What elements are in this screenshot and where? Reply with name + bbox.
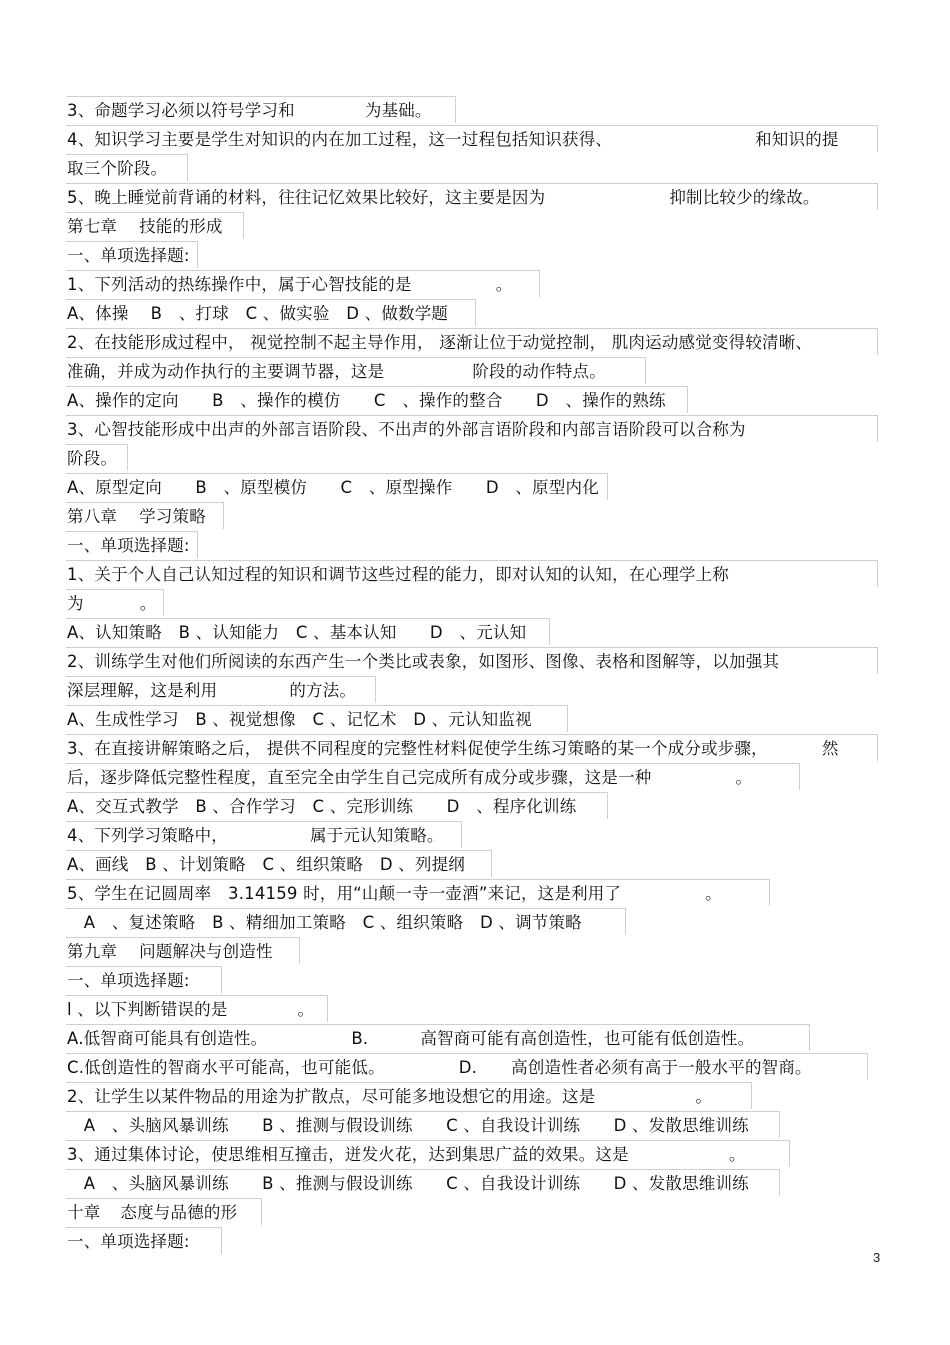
question-text: 3、在直接讲解策略之后， 提供不同程度的完整性材料促使学生练习策略的某一个成分或步骤， xyxy=(67,739,768,758)
option-d-letter: D. xyxy=(458,1058,478,1077)
question-line xyxy=(66,589,164,616)
options-text: A、生成性学习 B 、视觉想像 C 、记忆术 D 、元认知监视 xyxy=(67,710,532,729)
question-line xyxy=(66,270,540,297)
line-text: 3、命题学习必须以符号学习和 xyxy=(67,101,295,120)
section-title: 一、单项选择题: xyxy=(67,971,190,990)
question-end: 。 xyxy=(139,594,157,613)
line-text: 取三个阶段。 xyxy=(67,159,168,178)
question-text: 深层理解，这是利用 xyxy=(67,681,218,700)
chapter-number: 第七章 xyxy=(67,217,118,236)
options-rest: B 、打球 C 、做实验 D 、做数学题 xyxy=(150,304,449,323)
answer-options xyxy=(66,1053,868,1080)
question-end: 然 xyxy=(821,739,839,758)
question-end: 。 xyxy=(728,1145,746,1164)
line-text: 5、晚上睡觉前背诵的材料，往往记忆效果比较好，这主要是因为 xyxy=(67,188,546,207)
question-text: 4、下列学习策略中， xyxy=(67,826,228,845)
line-text-cont: 和知识的提 xyxy=(755,130,839,149)
option-b-letter: B. xyxy=(351,1029,369,1048)
options-text: A 、复述策略 B 、精细加工策略 C 、组织策略 D 、调节策略 xyxy=(67,913,582,932)
question-end: 。 xyxy=(495,275,513,294)
options-text: A、交互式教学 B 、合作学习 C 、完形训练 D 、程序化训练 xyxy=(67,797,577,816)
question-line xyxy=(66,1082,752,1109)
answer-options xyxy=(66,299,476,326)
question-text: 3、心智技能形成中出声的外部言语阶段、不出声的外部言语阶段和内部言语阶段可以合称为 xyxy=(67,420,746,439)
section-title: 一、单项选择题: xyxy=(67,536,190,555)
option-a: A、体操 xyxy=(67,304,129,323)
option-d: 高创造性者必须有高于一般水平的智商。 xyxy=(511,1058,812,1077)
question-line xyxy=(66,357,646,384)
answer-options xyxy=(66,1024,810,1051)
options-text: A、认知策略 B 、认知能力 C 、基本认知 D 、元认知 xyxy=(67,623,527,642)
question-text: 准确，并成为动作执行的主要调节器，这是 xyxy=(67,362,385,381)
answer-options xyxy=(66,473,608,500)
question-line xyxy=(66,676,376,703)
chapter-heading xyxy=(66,212,244,239)
question-end: 的方法。 xyxy=(289,681,357,700)
page-number: 3 xyxy=(873,1250,881,1265)
chapter-title: 态度与品德的形 xyxy=(120,1203,238,1222)
section-title: 一、单项选择题: xyxy=(67,1232,190,1251)
answer-options xyxy=(66,1111,780,1138)
chapter-heading xyxy=(66,937,300,964)
question-end: 。 xyxy=(695,1087,713,1106)
section-heading xyxy=(66,531,198,558)
line-text-cont: 抑制比较少的缘故。 xyxy=(669,188,820,207)
question-end: 属于元认知策略。 xyxy=(310,826,444,845)
answer-options xyxy=(66,386,688,413)
chapter-heading xyxy=(66,1198,262,1225)
question-line xyxy=(66,734,878,761)
question-text: 1、下列活动的热练操作中，属于心智技能的是 xyxy=(67,275,412,294)
question-text: 1、关于个人自己认知过程的知识和调节这些过程的能力，即对认知的认知，在心理学上称 xyxy=(67,565,729,584)
line-text: 4、知识学习主要是学生对知识的内在加工过程，这一过程包括知识获得、 xyxy=(67,130,613,149)
section-heading xyxy=(66,1227,222,1254)
question-end: 。 xyxy=(705,884,722,903)
option-c: C.低创造性的智商水平可能高，也可能低。 xyxy=(67,1058,385,1077)
question-line xyxy=(66,444,128,471)
text-line-3 xyxy=(66,154,188,181)
question-end: 。 xyxy=(297,1000,315,1019)
options-text: A、操作的定向 B 、操作的模仿 C 、操作的整合 D 、操作的熟练 xyxy=(67,391,666,410)
text-line-4 xyxy=(66,183,878,210)
question-end: 。 xyxy=(735,768,753,787)
chapter-number: 第九章 xyxy=(67,942,118,961)
question-line xyxy=(66,763,800,790)
options-text: A 、头脑风暴训练 B 、推测与假设训练 C 、自我设计训练 D 、发散思维训练 xyxy=(67,1174,749,1193)
section-title: 一、单项选择题: xyxy=(67,246,190,265)
chapter-title: 学习策略 xyxy=(139,507,206,526)
question-text: 3、通过集体讨论，使思维相互撞击，迸发火花，达到集思广益的效果。这是 xyxy=(67,1145,629,1164)
answer-options xyxy=(66,850,492,877)
question-text: 5、学生在记圆周率 3.14159 时，用“山颠一寺一壶酒”来记，这是利用了 xyxy=(67,884,622,903)
question-end: 阶段的动作特点。 xyxy=(472,362,606,381)
line-text-cont: 为基础。 xyxy=(364,101,432,120)
chapter-title: 问题解决与创造性 xyxy=(139,942,273,961)
text-line-2 xyxy=(66,125,878,152)
question-line xyxy=(66,821,462,848)
chapter-number: 第八章 xyxy=(67,507,118,526)
chapter-heading xyxy=(66,502,224,529)
question-line xyxy=(66,1140,790,1167)
section-heading xyxy=(66,241,198,268)
question-text: 后，逐步降低完整性程度，直至完全由学生自己完成所有成分或步骤，这是一种 xyxy=(67,768,652,787)
options-text: A、画线 B 、计划策略 C 、组织策略 D 、列提纲 xyxy=(67,855,465,874)
answer-options xyxy=(66,908,626,935)
question-line xyxy=(66,328,878,355)
answer-options xyxy=(66,618,550,645)
question-text: l 、以下判断错误的是 xyxy=(67,1000,228,1019)
answer-options xyxy=(66,792,608,819)
question-text: 为 xyxy=(67,594,84,613)
question-text: 2、在技能形成过程中， 视觉控制不起主导作用， 逐渐让位于动觉控制， 肌肉运动感觉变得较清晰、 xyxy=(67,333,813,352)
question-text: 2、训练学生对他们所阅读的东西产生一个类比或表象，如图形、图像、表格和图解等，以加强其 xyxy=(67,652,780,671)
question-text: 2、让学生以某件物品的用途为扩散点，尽可能多地设想它的用途。这是 xyxy=(67,1087,596,1106)
chapter-title: 技能的形成 xyxy=(139,217,223,236)
question-line xyxy=(66,879,770,906)
answer-options xyxy=(66,705,568,732)
question-line xyxy=(66,647,878,674)
option-a: A.低智商可能具有创造性。 xyxy=(67,1029,268,1048)
section-heading xyxy=(66,966,222,993)
options-text: A、原型定向 B 、原型模仿 C 、原型操作 D 、原型内化 xyxy=(67,478,599,497)
question-line xyxy=(66,995,328,1022)
answer-options xyxy=(66,1169,780,1196)
options-text: A 、头脑风暴训练 B 、推测与假设训练 C 、自我设计训练 D 、发散思维训练 xyxy=(67,1116,749,1135)
text-line-1 xyxy=(66,96,456,123)
chapter-number: 十章 xyxy=(67,1203,101,1222)
question-text: 阶段。 xyxy=(67,449,118,468)
question-line xyxy=(66,415,878,442)
option-b: 高智商可能有高创造性，也可能有低创造性。 xyxy=(420,1029,755,1048)
question-line xyxy=(66,560,878,587)
